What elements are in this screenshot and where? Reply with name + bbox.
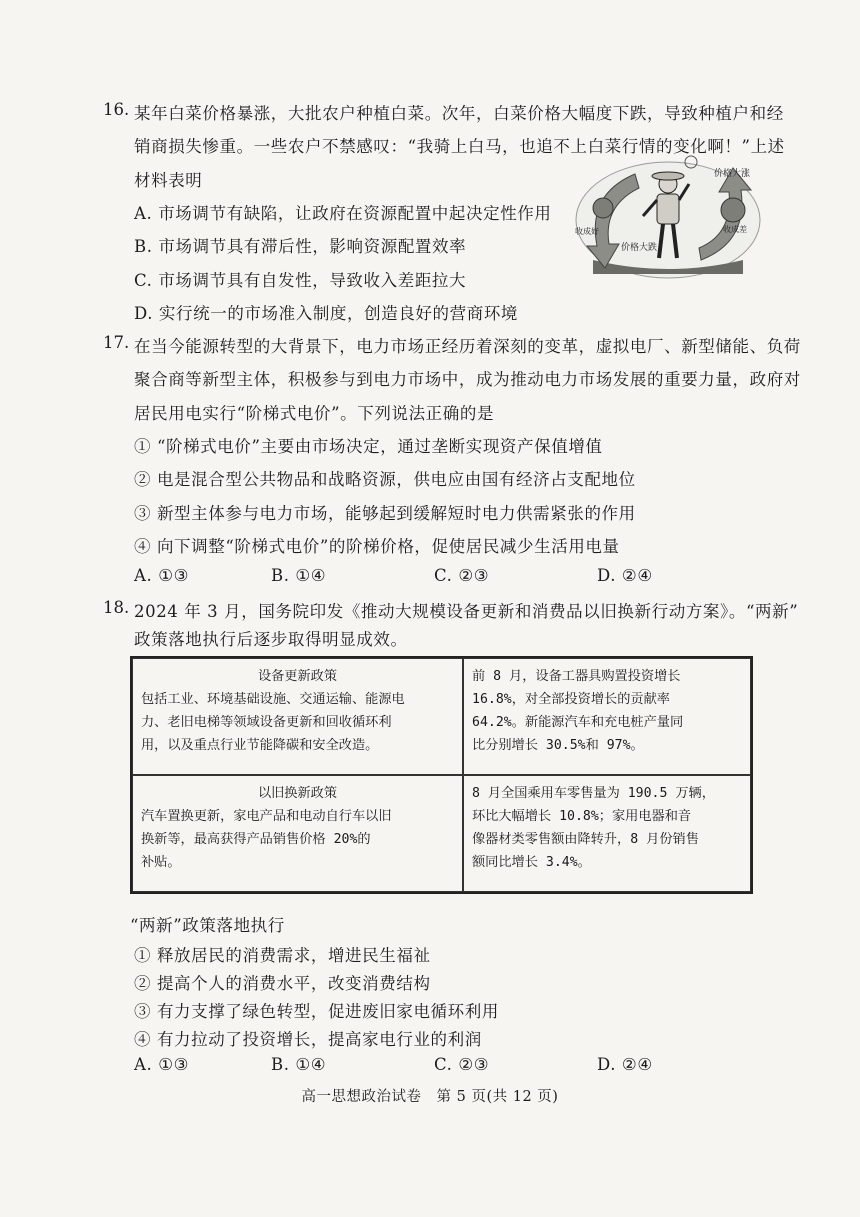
q17-choice-b: B. ①④ — [271, 566, 327, 585]
q16-stem-line-1: 某年白菜价格暴涨，大批农户种植白菜。次年，白菜价格大幅度下跌，导致种植户和经 — [134, 104, 784, 123]
q18-stem-line-1: 2024 年 3 月，国务院印发《推动大规模设备更新和消费品以旧换新行动方案》。“两新” — [134, 602, 799, 621]
q18-choice-c: C. ②③ — [434, 1055, 490, 1074]
cabbage-farmer-cartoon — [573, 150, 763, 282]
trade-in-result-cell — [463, 775, 751, 892]
trade-in-result-line-2: 环比大幅增长 10.8%；家用电器和音 — [472, 809, 692, 824]
q17-choice-c: C. ②③ — [434, 566, 490, 585]
q16-option-a: A. 市场调节有缺陷，让政府在资源配置中起决定性作用 — [134, 204, 552, 223]
equipment-renewal-line-1: 包括工业、环境基础设施、交通运输、能源电 — [141, 692, 405, 707]
q18-statement-3: ③ 有力支撑了绿色转型，促进废旧家电循环利用 — [134, 1002, 499, 1021]
trade-in-title: 以旧换新政策 — [257, 786, 338, 801]
q16-option-b: B. 市场调节具有滞后性，影响资源配置效率 — [134, 237, 467, 256]
q18-lead: “两新”政策落地执行 — [130, 916, 285, 935]
cartoon-label-price-up: 价格大涨 — [714, 169, 751, 179]
q17-statement-4: ④ 向下调整“阶梯式电价”的阶梯价格，促使居民减少生活用电量 — [134, 537, 620, 556]
question-17-number: 17. — [103, 333, 130, 352]
equipment-renewal-title: 设备更新政策 — [257, 669, 338, 684]
q17-stem-line-3: 居民用电实行“阶梯式电价”。下列说法正确的是 — [134, 404, 495, 423]
q16-stem-line-2: 销商损失惨重。一些农户不禁感叹：“我骑上白马，也追不上白菜行情的变化啊！”上述 — [134, 137, 785, 156]
policy-table — [130, 656, 753, 894]
trade-in-result-line-3: 像器材类零售额由降转升，8 月份销售 — [472, 832, 699, 847]
q18-stem-line-2: 政策落地执行后逐步取得明显成效。 — [134, 630, 408, 649]
q17-stem-line-1: 在当今能源转型的大背景下，电力市场正经历着深刻的变革，虚拟电厂、新型储能、负荷 — [134, 337, 801, 356]
q17-choice-a: A. ①③ — [134, 566, 189, 585]
q17-choice-d: D. ②④ — [597, 566, 653, 585]
trade-in-result-line-4: 额同比增长 3.4%。 — [472, 855, 591, 870]
cartoon-label-good-harvest: 收成好 — [575, 227, 599, 236]
q18-choice-b: B. ①④ — [271, 1055, 327, 1074]
question-16-number: 16. — [103, 100, 130, 119]
q16-option-d: D. 实行统一的市场准入制度，创造良好的营商环境 — [134, 304, 519, 323]
cartoon-label-price-down: 价格大跌 — [621, 243, 658, 253]
q17-statement-2: ② 电是混合型公共物品和战略资源，供电应由国有经济占支配地位 — [134, 470, 636, 489]
equipment-result-line-4: 比分别增长 30.5%和 97%。 — [472, 738, 644, 753]
trade-in-line-1: 汽车置换更新，家电产品和电动自行车以旧 — [141, 809, 392, 824]
cartoon-label-poor-harvest: 收成差 — [723, 225, 747, 234]
q17-statement-1: ① “阶梯式电价”主要由市场决定，通过垄断实现资产保值增值 — [134, 437, 603, 456]
q18-choice-a: A. ①③ — [134, 1055, 189, 1074]
equipment-renewal-cell — [132, 658, 463, 775]
page-footer: 高一思想政治试卷 第 5 页(共 12 页) — [301, 1089, 559, 1105]
q17-statement-3: ③ 新型主体参与电力市场，能够起到缓解短时电力供需紧张的作用 — [134, 504, 636, 523]
trade-in-line-3: 补贴。 — [141, 855, 181, 870]
trade-in-line-2: 换新等，最高获得产品销售价格 20%的 — [141, 832, 371, 847]
equipment-result-line-3: 64.2%。新能源汽车和充电桩产量同 — [472, 715, 684, 730]
q18-statement-1: ① 释放居民的消费需求，增进民生福祉 — [134, 946, 431, 965]
trade-in-result-line-1: 8 月全国乘用车零售量为 190.5 万辆， — [472, 786, 715, 801]
trade-in-cell — [132, 775, 463, 892]
q16-stem-line-3: 材料表明 — [134, 171, 203, 190]
equipment-renewal-result-cell — [463, 658, 751, 775]
q18-statement-2: ② 提高个人的消费水平，改变消费结构 — [134, 974, 431, 993]
q18-choice-d: D. ②④ — [597, 1055, 653, 1074]
equipment-renewal-line-2: 力、老旧电梯等领域设备更新和回收循环利 — [141, 715, 392, 730]
q16-option-c: C. 市场调节具有自发性，导致收入差距拉大 — [134, 271, 467, 290]
equipment-result-line-1: 前 8 月，设备工器具购置投资增长 — [472, 669, 681, 684]
q17-stem-line-2: 聚合商等新型主体，积极参与到电力市场中，成为推动电力市场发展的重要力量，政府对 — [134, 370, 801, 389]
question-18-number: 18. — [103, 598, 130, 617]
equipment-renewal-line-3: 用，以及重点行业节能降碳和安全改造。 — [141, 738, 379, 753]
equipment-result-line-2: 16.8%，对全部投资增长的贡献率 — [472, 692, 670, 707]
q18-statement-4: ④ 有力拉动了投资增长，提高家电行业的利润 — [134, 1030, 482, 1049]
